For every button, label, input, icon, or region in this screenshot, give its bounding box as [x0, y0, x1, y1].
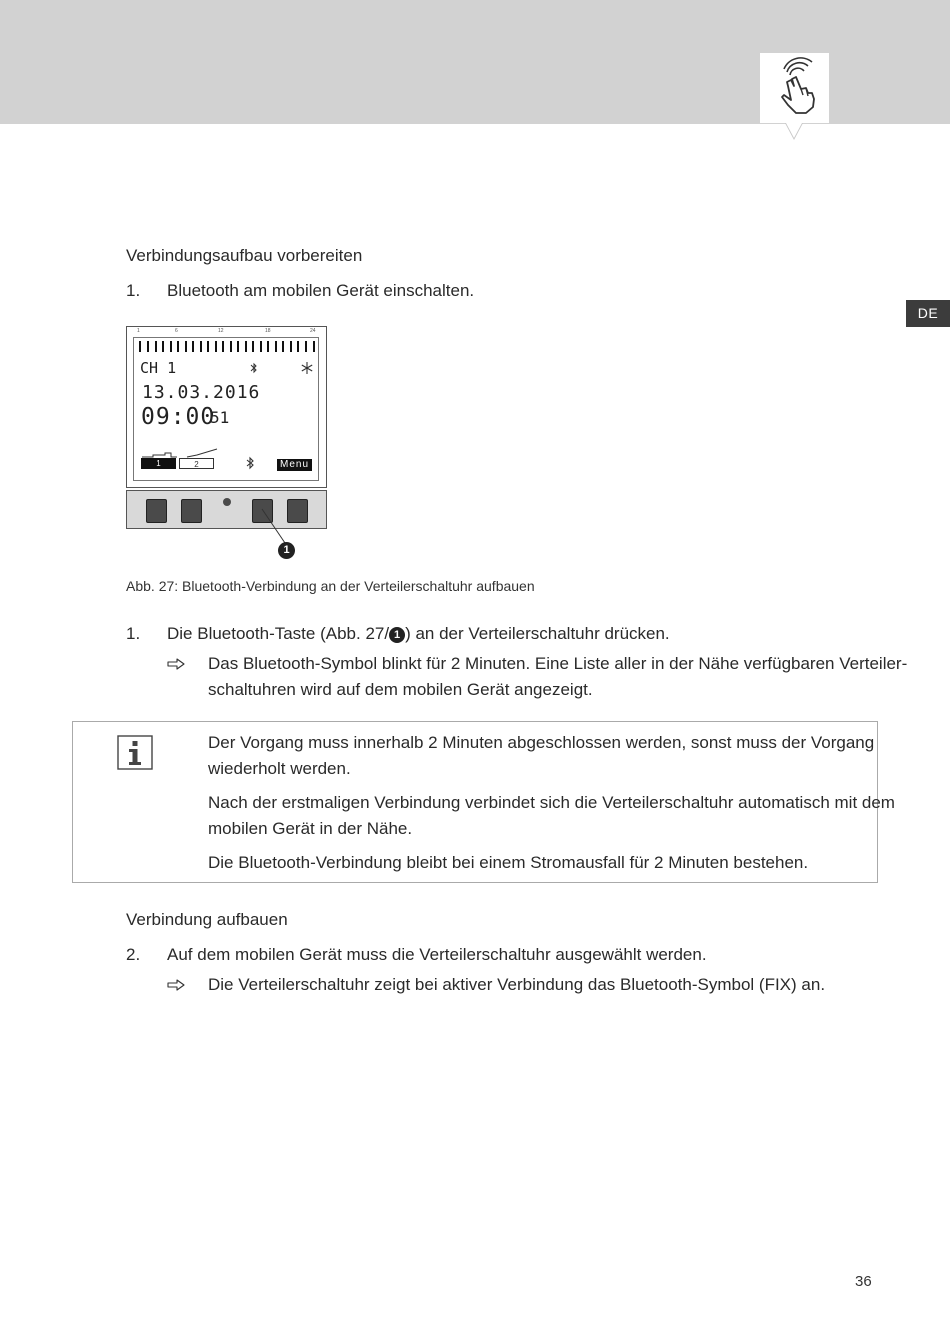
step-text: Auf dem mobilen Gerät muss die Verteilerschaltuhr ausgewählt werden.	[167, 945, 707, 964]
section-heading-connect: Verbindung aufbauen	[126, 910, 288, 929]
scale-label: 12	[218, 328, 224, 334]
channel-tab-2: 2	[179, 458, 214, 469]
step-number: 1.	[126, 281, 141, 300]
lcd-display	[133, 337, 319, 481]
result-text: schaltuhren wird auf dem mobilen Gerät angezeigt.	[208, 680, 593, 699]
step-text-part: ) an der Verteilerschaltuhr drücken.	[405, 624, 670, 643]
info-text: mobilen Gerät in der Nähe.	[208, 819, 413, 838]
header-icon-pointer	[786, 123, 802, 138]
snowflake-icon	[300, 361, 314, 375]
device-button	[181, 499, 202, 523]
result-arrow-icon	[167, 978, 187, 992]
inline-callout-badge: 1	[389, 627, 405, 643]
touch-hand-icon	[760, 53, 829, 123]
scale-label: 1	[137, 328, 140, 334]
bluetooth-icon	[246, 456, 255, 470]
language-tab: DE	[906, 300, 950, 327]
result-arrow-icon	[167, 657, 187, 671]
switch-program-graphic	[141, 445, 231, 459]
result-text: Die Verteilerschaltuhr zeigt bei aktiver Verbindung das Bluetooth-Symbol (FIX) an.	[208, 975, 826, 994]
timer-device-illustration	[126, 326, 327, 488]
status-led	[223, 498, 231, 506]
scale-label: 24	[310, 328, 316, 334]
step-text: Bluetooth am mobilen Gerät einschalten.	[167, 281, 475, 300]
scale-label: 18	[265, 328, 271, 334]
seconds-display: 51	[210, 408, 230, 427]
figure-caption: Abb. 27: Bluetooth-Verbindung an der Verteilerschaltuhr aufbauen	[126, 578, 535, 594]
callout-number: 1	[278, 542, 295, 559]
step-number: 2.	[126, 945, 141, 964]
info-text: Nach der erstmaligen Verbindung verbindet sich die Verteilerschaltuhr automatisch mit dem	[208, 793, 895, 812]
info-text: Die Bluetooth-Verbindung bleibt bei einem Stromausfall für 2 Minuten bestehen.	[208, 853, 809, 872]
info-text: Der Vorgang muss innerhalb 2 Minuten abgeschlossen werden, sonst muss der Vorgang	[208, 733, 875, 752]
channel-label: CH 1	[140, 359, 177, 377]
menu-label: Menu	[277, 459, 312, 471]
step-text	[167, 621, 670, 647]
step-number: 1.	[126, 624, 141, 643]
info-icon	[117, 735, 153, 770]
date-display: 13.03.2016	[142, 382, 261, 403]
result-text: Das Bluetooth-Symbol blinkt für 2 Minuten. Eine Liste aller in der Nähe verfügbaren Verteiler-	[208, 654, 908, 673]
bluetooth-icon	[250, 362, 258, 374]
channel-tab-1: 1	[141, 458, 176, 469]
info-text: wiederholt werden.	[208, 759, 351, 778]
step-text-part: Die Bluetooth-Taste (Abb. 27/	[167, 624, 390, 643]
time-display: 09:00	[141, 404, 216, 430]
page-number: 36	[855, 1273, 872, 1290]
timeline-bars	[134, 338, 320, 358]
scale-label: 6	[175, 328, 178, 334]
device-button	[146, 499, 167, 523]
section-heading-prepare: Verbindungsaufbau vorbereiten	[126, 246, 363, 265]
